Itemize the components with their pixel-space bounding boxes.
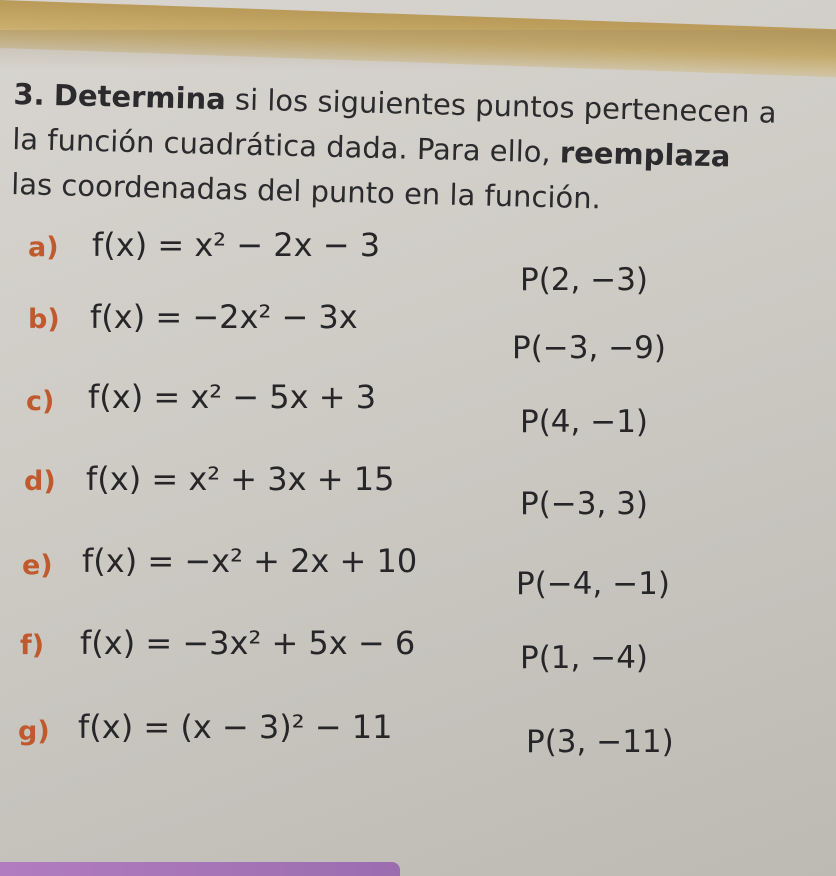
instruction-bold-lead: Determina <box>53 77 227 117</box>
item-letter: b) <box>28 304 60 335</box>
instruction-line2-text: la función cuadrática dada. Para ello, <box>11 121 561 170</box>
exercise-number: 3. <box>13 76 46 112</box>
item-letter: e) <box>22 550 53 581</box>
page-top-shadow <box>0 30 836 70</box>
item-point: P(2, −3) <box>520 262 649 298</box>
item-function: f(x) = (x − 3)² − 11 <box>78 708 393 746</box>
item-letter: g) <box>18 716 50 747</box>
item-letter: a) <box>28 232 59 263</box>
item-function: f(x) = x² − 5x + 3 <box>88 378 377 416</box>
item-function: f(x) = −3x² + 5x − 6 <box>80 624 416 662</box>
bottom-color-strip <box>0 862 400 876</box>
item-point: P(3, −11) <box>526 724 674 760</box>
instruction-line3-text: las coordenadas del punto en la función. <box>10 166 602 216</box>
item-letter: d) <box>24 466 56 497</box>
item-function: f(x) = x² + 3x + 15 <box>86 460 395 498</box>
item-function: f(x) = −x² + 2x + 10 <box>82 542 418 580</box>
item-letter: f) <box>20 630 45 661</box>
item-point: P(−3, 3) <box>520 486 649 522</box>
instruction-line2-bold: reemplaza <box>559 135 731 174</box>
item-point: P(−3, −9) <box>512 330 666 366</box>
item-letter: c) <box>26 386 55 417</box>
exercise-instruction <box>11 72 834 227</box>
item-point: P(4, −1) <box>520 404 649 440</box>
item-function: f(x) = −2x² − 3x <box>90 298 358 336</box>
item-point: P(−4, −1) <box>516 566 670 602</box>
item-point: P(1, −4) <box>520 640 649 676</box>
item-function: f(x) = x² − 2x − 3 <box>92 226 381 264</box>
instruction-line1-rest: si los siguientes puntos pertenecen a <box>225 82 777 130</box>
